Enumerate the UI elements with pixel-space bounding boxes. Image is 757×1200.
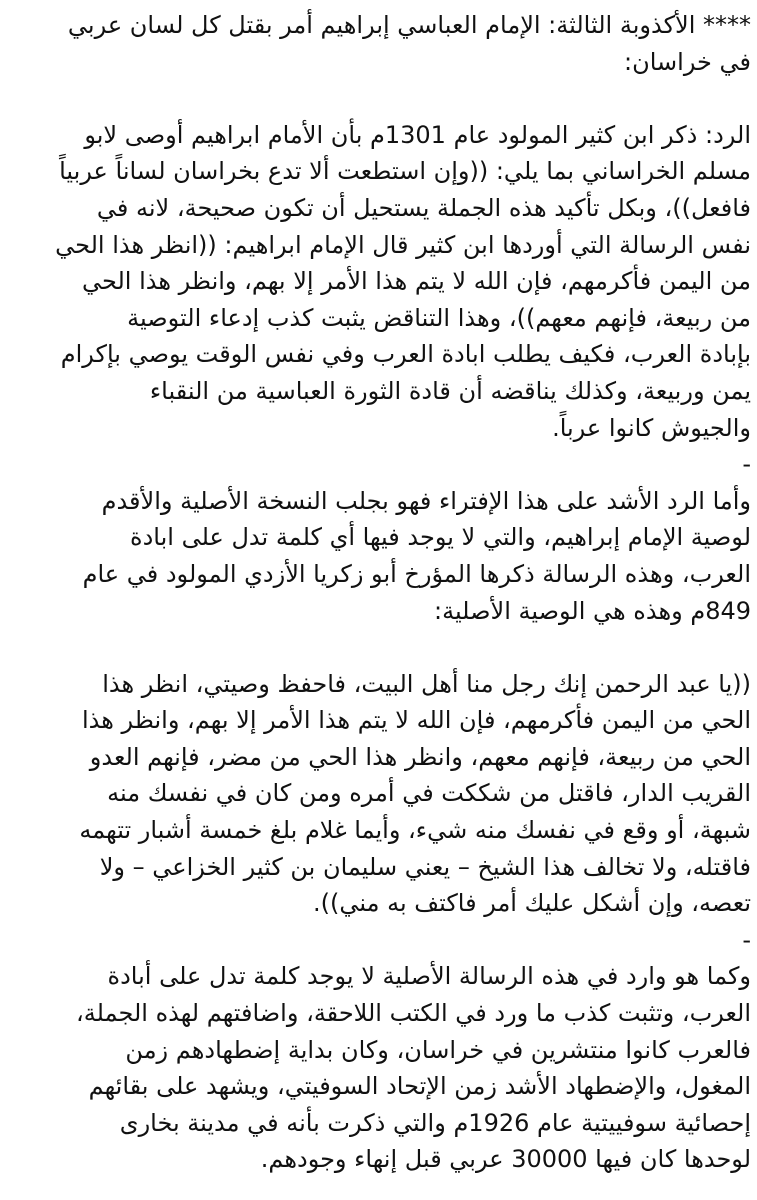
heading xyxy=(10,7,751,80)
quote-line: الحي من ربيعة، فإنهم معهم، وانظر هذا الحي من مضر، فإنهم العدو xyxy=(89,742,751,771)
quote-line: تعصه، وإن أشكل عليك أمر فاكتف به مني)). xyxy=(313,889,751,918)
heading-line: في خراسان: xyxy=(624,47,751,76)
text-line: وأما الرد الأشد على هذا الإفتراء فهو بجلب النسخة الأصلية والأقدم xyxy=(101,486,751,515)
heading-line: **** الأكذوبة الثالثة: الإمام العباسي إبراهيم أمر بقتل كل لسان عربي xyxy=(67,11,751,39)
text-line: وكما هو وارد في هذه الرسالة الأصلية لا يوجد كلمة تدل على أبادة xyxy=(107,962,751,991)
text-line: العرب، وهذه الرسالة ذكرها المؤرخ أبو زكريا الأزدي المولود في عام xyxy=(82,559,751,588)
separator-dash: - xyxy=(742,925,751,954)
paragraph-original-letter xyxy=(10,483,751,629)
blank-line xyxy=(10,629,751,666)
text-line: فافعل))، وبكل تأكيد هذه الجملة يستحيل أن تكون صحيحة، لانه في xyxy=(96,193,751,222)
quote-block xyxy=(10,666,751,922)
text-line: المغول، والإضطهاد الأشد زمن الإتحاد السوفيتي، ويشهد على بقائهم xyxy=(88,1072,751,1101)
paragraph-conclusion xyxy=(10,958,751,1178)
separator-dash: - xyxy=(742,450,751,479)
paragraph-reply xyxy=(10,117,751,446)
blank-line xyxy=(10,80,751,117)
text-line: فالعرب كانوا منتشرين في خراسان، وكان بداية إضطهادهم زمن xyxy=(125,1035,751,1064)
text-line: مسلم الخراساني بما يلي: ((وإن استطعت ألا تدع بخراسان لساناً عربياً xyxy=(59,157,751,186)
quote-line: القريب الدار، فاقتل من شككت في أمره ومن كان في نفسك منه xyxy=(107,779,751,808)
quote-line: الحي من اليمن فأكرمهم، فإن الله لا يتم هذا الأمر إلا بهم، وانظر هذا xyxy=(82,706,751,735)
text-line: لوصية الإمام إبراهيم، والتي لا يوجد فيها أي كلمة تدل على ابادة xyxy=(130,523,751,552)
quote-line: ((يا عبد الرحمن إنك رجل منا أهل البيت، فاحفظ وصيتي، انظر هذا xyxy=(102,669,751,698)
text-line: إحصائية سوفييتية عام 1926م والتي ذكرت بأنه في مدينة بخارى xyxy=(119,1108,751,1137)
text-line: الرد: ذكر ابن كثير المولود عام 1301م بأن الأمام ابراهيم أوصى لابو xyxy=(84,120,751,149)
text-line: والجيوش كانوا عرباً. xyxy=(552,413,751,442)
text-line: العرب، وتثبت كذب ما ورد في الكتب اللاحقة، واضافتهم لهذه الجملة، xyxy=(76,999,751,1028)
text-line: بإبادة العرب، فكيف يطلب ابادة العرب وفي نفس الوقت يوصي بإكرام xyxy=(60,340,751,369)
text-line: من ربيعة، فإنهم معهم))، وهذا التناقض يثبت كذب إدعاء التوصية xyxy=(127,303,751,332)
quote-line: شبهة، أو وقع في نفسك منه شيء، وأيما غلام بلغ خمسة أشبار تتهمه xyxy=(79,816,751,845)
text-line: من اليمن فأكرمهم، فإن الله لا يتم هذا الأمر إلا بهم، وانظر هذا الحي xyxy=(82,267,751,296)
text-line: 849م وهذه هي الوصية الأصلية: xyxy=(433,596,751,625)
quote-line: فاقتله، ولا تخالف هذا الشيخ – يعني سليمان بن كثير الخزاعي – ولا xyxy=(99,852,751,881)
text-line: نفس الرسالة التي أوردها ابن كثير قال الإمام ابراهيم: ((انظر هذا الحي xyxy=(55,230,751,259)
text-line: يمن وربيعة، وكذلك يناقضه أن قادة الثورة العباسية من النقباء xyxy=(149,376,751,405)
text-line: لوحدها كان فيها 30000 عربي قبل إنهاء وجودهم. xyxy=(260,1145,751,1174)
